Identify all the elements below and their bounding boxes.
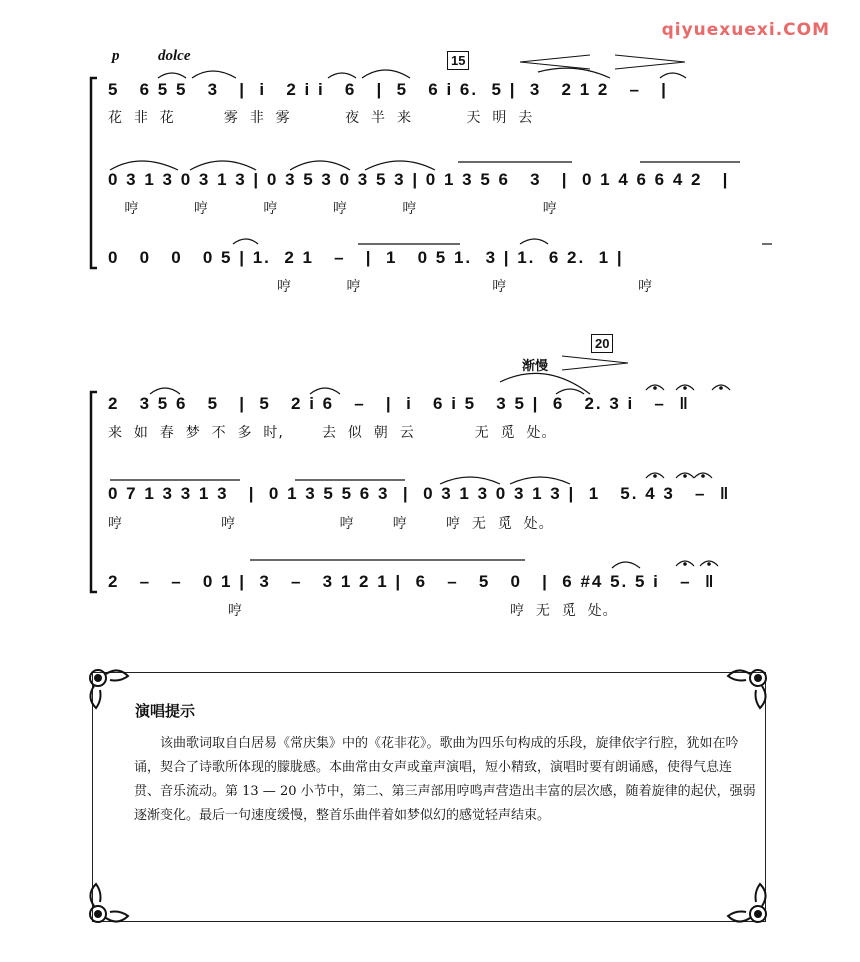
crescendo-hairpin (520, 55, 590, 69)
system2-bracket (91, 392, 97, 592)
system2-voice3-notes: 2 – – 0 1 | 3 – 3 1 2 1 | 6 – 5 0 | 6 #4 5. 5 i – ‖ (108, 572, 716, 591)
singing-tips-body: 该曲歌词取自白居易《常庆集》中的《花非花》。歌曲为四乐句构成的乐段，旋律依字行腔，犹如在吟诵，契合了诗歌所体现的朦胧感。本曲常由女声或童声演唱，短小精致，演唱时要有朗诵感，使得气息连贯、音乐流动。第 13 — 20 小节中，第二、第三声部用哼鸣声营造出丰富的层次感，随着旋律的起伏，强弱逐渐变化。最后一句速度缓慢，整首乐曲伴着如梦似幻的感觉轻声结束。 (134, 736, 756, 823)
system1-voice1-lyrics: 花 非 花 雾 非 雾 夜 半 来 天 明 去 (108, 110, 534, 126)
system2-voice2-notes: 0 7 1 3 3 1 3 | 0 1 3 5 5 6 3 | 0 3 1 3 0 3 1 3 | 1 5. 4 3 – ‖ (108, 484, 731, 503)
singing-tips-title: 演唱提示 (135, 703, 196, 720)
system1-bracket (91, 78, 97, 268)
system2-voice2-lyrics: 哼 哼 哼 哼 哼 无 觅 处。 (108, 516, 554, 532)
dynamic-piano: p (112, 48, 120, 64)
decrescendo-hairpin-2 (562, 356, 628, 370)
system1-voice3-notes: 0 0 0 0 5 | 1. 2 1 – | 1 0 5 1. 3 | 1. 6 2. 1 | (108, 248, 624, 267)
system1-voice2-notes: 0 3 1 3 0 3 1 3 | 0 3 5 3 0 3 5 3 | 0 1 3 5 6 3 | 0 1 4 6 6 4 2 | (108, 170, 730, 189)
ornament-corner-icon (84, 870, 142, 928)
decrescendo-hairpin (615, 55, 685, 69)
ornament-corner-icon (714, 870, 772, 928)
system1-voice2-lyrics: 哼 哼 哼 哼 哼 哼 (108, 201, 558, 217)
system1-voice1-notes: 5 6 5 5 3 | i 2 i i 6 | 5 6 i 6. 5 | 3 2 1 2 – | (108, 80, 668, 99)
site-watermark: qiyuexuexi.COM (661, 20, 830, 40)
system2-voice1-lyrics: 来 如 春 梦 不 多 时, 去 似 朝 云 无 觅 处。 (108, 425, 557, 441)
measure-number-20: 20 (591, 334, 613, 353)
tempo-mark-ritardando: 渐慢 (522, 358, 549, 373)
dynamic-dolce: dolce (158, 48, 191, 64)
system2-voice3-lyrics: 哼 哼 无 觅 处。 (108, 603, 618, 619)
ornament-corner-icon (84, 664, 142, 722)
ornament-corner-icon (714, 664, 772, 722)
system2-voice1-notes: 2 3 5 6 5 | 5 2 i 6 – | i 6 i 5 3 5 | 6 2. 3 i – ‖ (108, 394, 690, 413)
measure-number-15: 15 (447, 51, 469, 70)
system1-voice3-lyrics: 哼 哼 哼 哼 (108, 279, 654, 295)
